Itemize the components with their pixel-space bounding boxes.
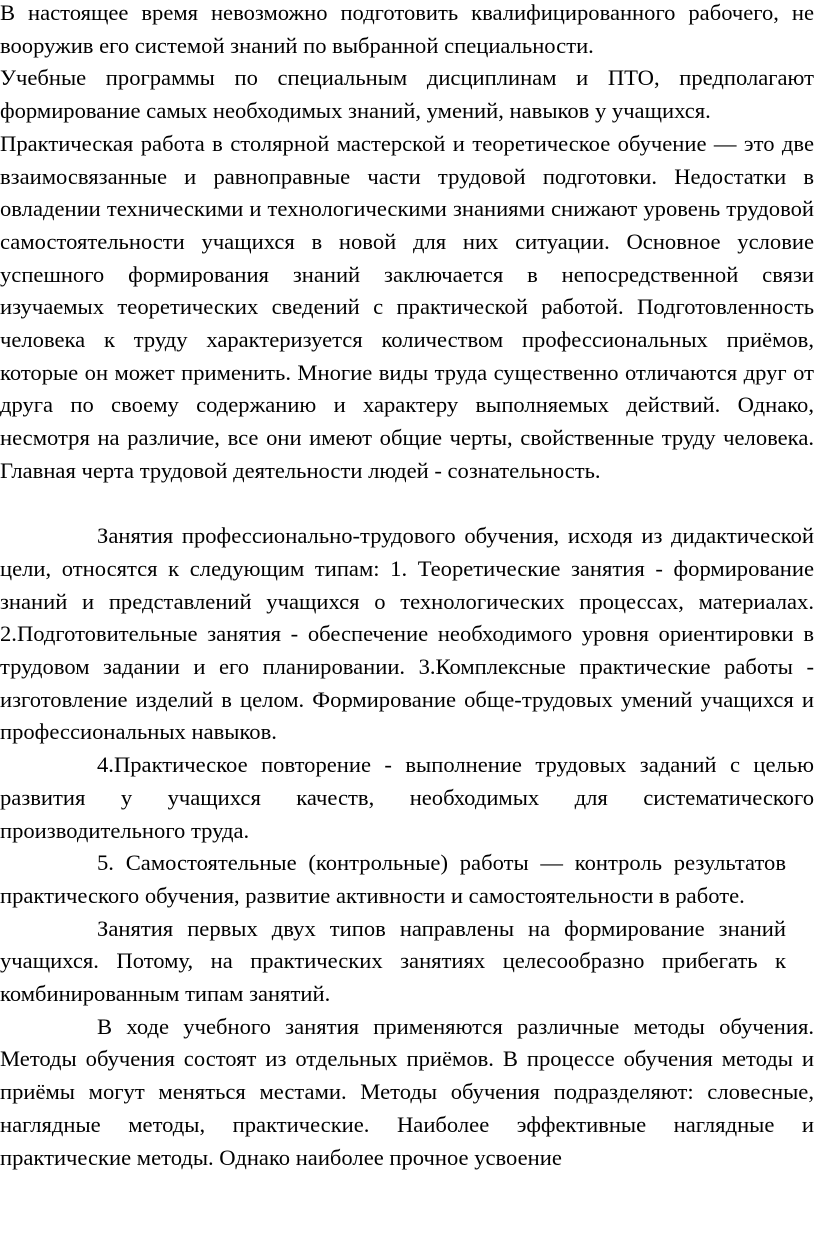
- paragraph-practical-repetition: 4.Практическое повторение - выполнение трудовых заданий с целью развития у учащихся качеств, необходимых для систематического производительного труда.: [0, 752, 814, 843]
- paragraph-practical-work: Практическая работа в столярной мастерской и теоретическое обучение — это две взаимосвязанные и равноправные части трудовой подготовки. Недостатки в овладении техническими и технологическими знаниями снижают уровень трудовой самостоятельности учащихся в новой для них ситуации. Основное условие успешного формирования знаний заключается в непосредственной связи изучаемых теоретических сведений с практической работой. Подготовленность человека к труду характеризуется количеством профессиональных приёмов, которые он может применить. Многие виды труда существенно отличаются друг от друга по своему содержанию и характеру выполняемых действий. Однако, несмотря на различие, все они имеют общие черты, свойственные труду человека. Главная черта трудовой деятельности людей - сознательность.: [0, 130, 814, 483]
- paragraph-lesson-types: Занятия профессионально-трудового обучения, исходя из дидактической цели, относятся к следующим типам: 1. Теоретические занятия - формирование знаний и представлений учащихся о технологических процессах, материалах. 2.Подготовительные занятия - обеспечение необходимого уровня ориентировки в трудовом задании и его планировании. 3.Комплексные практические работы - изготовление изделий в целом. Формирование обще-трудовых умений учащихся и профессиональных навыков.: [0, 523, 814, 745]
- paragraph-independent-work: 5. Самостоятельные (контрольные) работы — контроль результатов практического обучения, развитие активности и самостоятельности в работе.: [0, 850, 786, 908]
- paragraph-first-two-types: Занятия первых двух типов направлены на формирование знаний учащихся. Потому, на практических занятиях целесообразно прибегать к комбинированным типам занятий.: [0, 915, 786, 1007]
- paragraph-programs: Учебные программы по специальным дисциплинам и ПТО, предполагают формирование самых необходимых знаний, умений, навыков у учащихся.: [0, 65, 814, 124]
- paragraph-teaching-methods: В ходе учебного занятия применяются различные методы обучения. Методы обучения состоят из отдельных приёмов. В процессе обучения методы и приёмы могут меняться местами. Методы обучения подразделяют: словесные, наглядные методы, практические. Наиболее эффективные наглядные и практические методы. Однако наиболее прочное усвоение: [0, 1013, 814, 1170]
- paragraph-gap: [0, 488, 816, 521]
- paragraph-intro: В настоящее время невозможно подготовить квалифицированного рабочего, не вооружив его системой знаний по выбранной специальности.: [0, 0, 814, 58]
